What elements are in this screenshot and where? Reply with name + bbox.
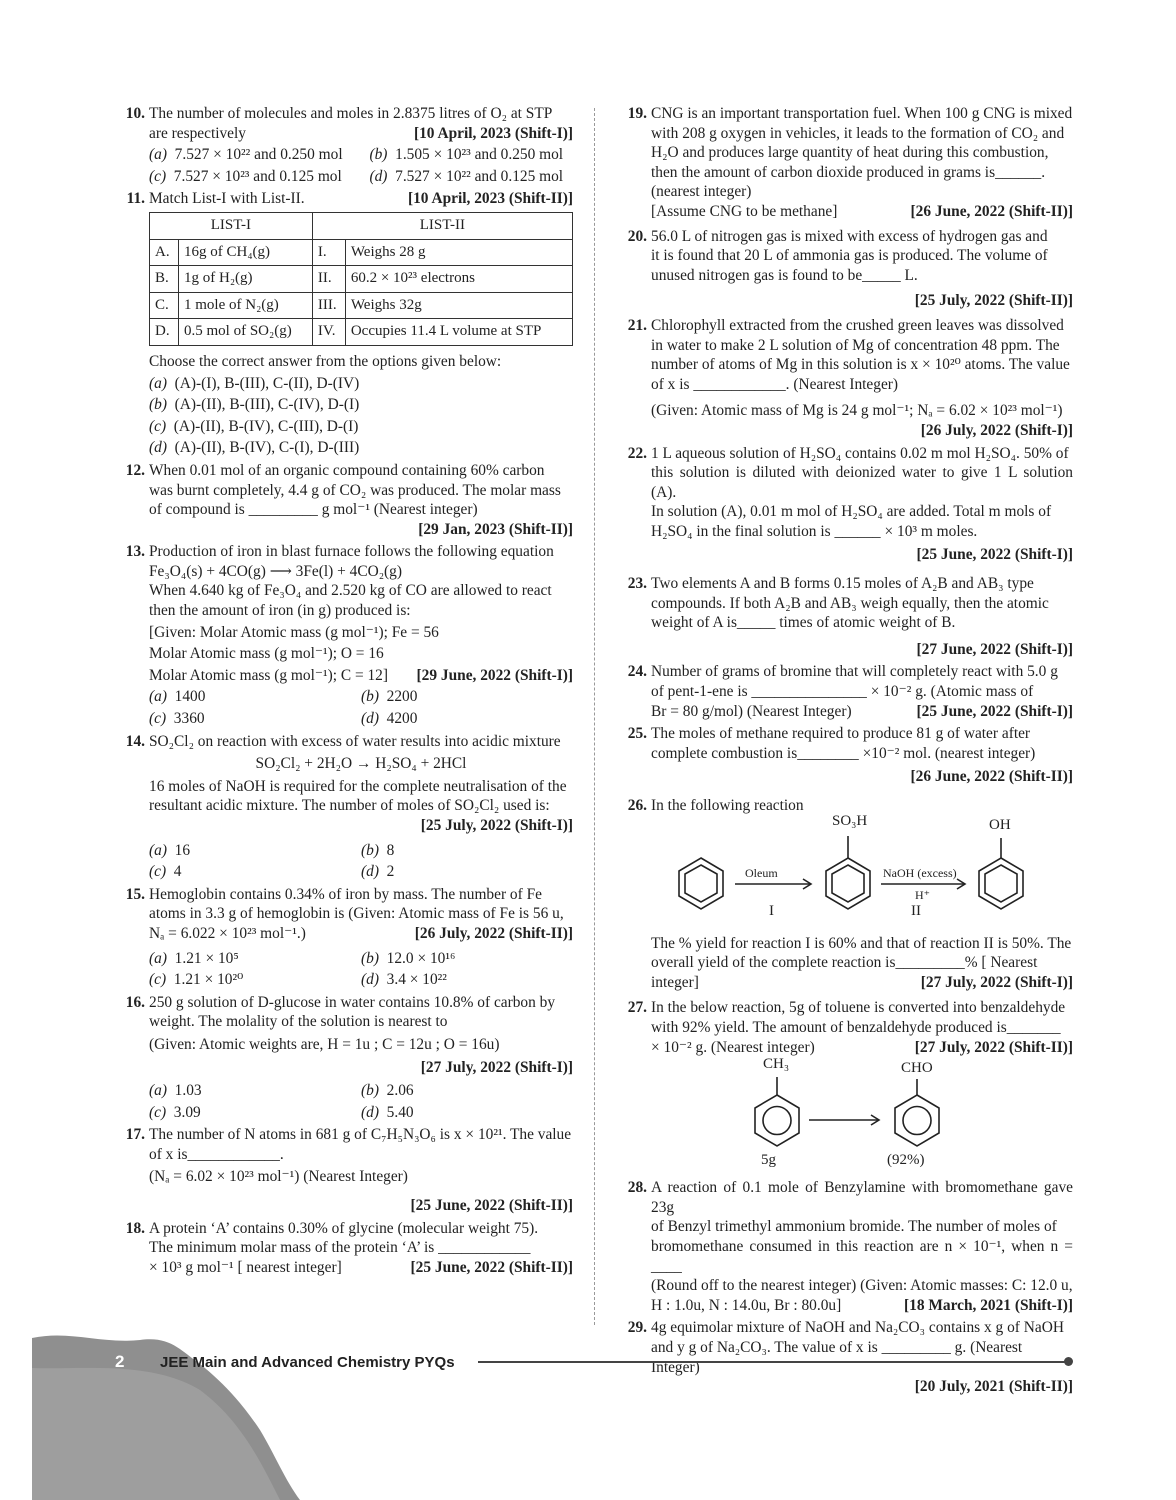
question-number: 11. <box>126 190 145 208</box>
table-row: C. 1 mole of N₂(g) III. Weighs 32g <box>150 292 573 319</box>
option-c: (c) 3.09 <box>149 1103 201 1121</box>
exam-tag: [10 April, 2023 (Shift-I)] <box>413 124 573 142</box>
question-number: 10. <box>125 105 145 122</box>
question-number: 29. <box>627 1319 647 1337</box>
exam-tag: [25 June, 2022 (Shift-I)] <box>916 546 1073 564</box>
option-b: (b) (A)-(II), B-(III), C-(IV), D-(I) <box>149 396 360 414</box>
option-b: (b) 2.06 <box>361 1082 414 1100</box>
question-11 <box>115 189 573 458</box>
question-18: 18. A protein ‘A’ contains 0.30% of glycine (molecular weight 75). The minimum molar mass of the protein ‘A’ is ____________ × 10³ g mol⁻¹ [ nearest integer] [25 June, 2022 (Shift-II)] <box>115 1219 573 1278</box>
question-number: 24. <box>627 663 647 681</box>
exam-tag: [25 July, 2022 (Shift-I)] <box>420 817 573 834</box>
yield-label: (92%) <box>887 1152 925 1169</box>
option-b: (b) 12.0 × 10¹⁶ <box>361 949 456 967</box>
exam-tag: [26 June, 2022 (Shift-II)] <box>910 768 1073 786</box>
substituent-label: CH₃ <box>763 1056 790 1073</box>
option-d: (d) (A)-(II), B-(IV), C-(I), D-(III) <box>149 439 360 457</box>
equation: SO₂Cl₂ + 2H₂O → H₂SO₄ + 2HCl <box>255 755 467 773</box>
toluene-ring <box>755 1095 799 1146</box>
step-label: I <box>769 902 774 919</box>
question-number: 12. <box>125 461 145 479</box>
right-column <box>617 104 1073 1400</box>
exam-tag: [29 June, 2022 (Shift-I)] <box>416 666 573 684</box>
table-header: LIST-II <box>312 212 572 239</box>
option-b: (b) 1.505 × 10²³ and 0.250 mol <box>369 146 564 164</box>
question-number: 23. <box>627 575 647 593</box>
option-b: (b) 8 <box>361 841 395 859</box>
left-column <box>115 104 573 1280</box>
question-21: 21. Chlorophyll extracted from the crushed green leaves was dissolved in water to make 2 L solution of Mg of concentration 48 ppm. The number of atoms of Mg in this solution is x × 10²⁰ atoms. The value of x is ____________. (Nearest Integer) (Given: Atomic mass of Mg is 24 g mol⁻¹; Nₐ = 6.02 × 10²³ mol⁻¹) [26 July, 2022 (Shift-I)] <box>617 316 1073 441</box>
option-c: (c) 1.21 × 10²⁰ <box>149 971 244 989</box>
question-text: The number of molecules and moles in 2.8375 litres of O₂ at STP <box>149 105 553 122</box>
table-header: LIST-I <box>150 212 313 239</box>
exam-tag: [25 June, 2022 (Shift-II)] <box>410 1197 573 1215</box>
benzaldehyde-ring <box>895 1095 939 1146</box>
exam-tag: [27 July, 2022 (Shift-I)] <box>920 973 1073 991</box>
question-number: 15. <box>125 885 145 903</box>
option-d: (d) 2 <box>361 863 395 881</box>
exam-tag: [25 June, 2022 (Shift-I)] <box>916 702 1073 720</box>
question-20: 20. 56.0 L of nitrogen gas is mixed with excess of hydrogen gas and it is found that 20 L of ammonia gas is produced. The volume of unused nitrogen gas is found to be_____ L. [25 July, 2022 (Shift-II)] <box>617 227 1073 311</box>
option-b: (b) 2200 <box>361 688 418 706</box>
option-d: (d) 4200 <box>361 710 418 728</box>
reagent-label: NaOH (excess) <box>883 865 957 880</box>
option-a: (a) 16 <box>149 841 191 859</box>
exam-tag: [27 July, 2022 (Shift-I)] <box>420 1058 573 1076</box>
question-number: 28. <box>627 1179 647 1197</box>
question-number: 21. <box>627 316 647 334</box>
question-19: 19. CNG is an important transportation fuel. When 100 g CNG is mixed with 208 g oxygen in vehicles, it leads to the formation of CO₂ and H₂O and produces large quantity of heat during this combustion, then the amount of carbon dioxide produced in grams is______. (nearest integer) [Assume CNG to be methane] [26 June, 2022 (Shift-II)] <box>617 104 1073 222</box>
exam-tag: [27 June, 2022 (Shift-I)] <box>916 640 1073 658</box>
table-row: B. 1g of H₂(g) II. 60.2 × 10²³ electrons <box>150 266 573 293</box>
question-28: 28. A reaction of 0.1 mole of Benzylamine with bromomethane gave 23g of Benzyl trimethyl ammonium bromide. The number of moles of bromomethane consumed in this reaction are n × 10⁻¹, when n = ____ (Round off to the nearest integer) (Given: Atomic masses: C: 12.0 u, H : 1.0u, N : 14.0u, Br : 80.0u] [18 March, 2021 (Shift-I)] <box>617 1178 1073 1315</box>
substituent-label: CHO <box>901 1060 933 1077</box>
question-number: 17. <box>125 1126 145 1144</box>
option-c: (c) 7.527 × 10²³ and 0.125 mol <box>149 167 342 185</box>
reaction-diagram <box>651 1057 1071 1175</box>
question-text: are respectively <box>149 124 246 142</box>
question-number: 19. <box>627 105 647 122</box>
question-number: 13. <box>125 543 145 561</box>
column-divider <box>594 108 595 1325</box>
question-22: 22. 1 L aqueous solution of H₂SO₄ contains 0.02 m mol H₂SO₄. 50% of this solution is diluted with deionized water to give 1 L solution (A). In solution (A), 0.01 m mol of H₂SO₄ are added. Total m mols of H₂SO₄ in the final solution is ______ × 10³ m moles. [25 June, 2022 (Shift-I)] <box>617 444 1073 566</box>
option-c: (c) 3360 <box>149 710 205 728</box>
question-27: 27. In the below reaction, 5g of toluene is converted into benzaldehyde with 92% yield. The amount of benzaldehyde produced is_______ × 10⁻² g. (Nearest integer) [27 July, 2022 (Shift-II)] CH₃ CHO 5g (92%) <box>617 998 1073 1175</box>
exam-tag: [29 Jan, 2023 (Shift-II)] <box>418 520 573 538</box>
option-c: (c) 4 <box>149 863 182 881</box>
exam-tag: [18 March, 2021 (Shift-I)] <box>904 1296 1073 1314</box>
book-title: JEE Main and Advanced Chemistry PYQs <box>160 1354 455 1371</box>
option-a: (a) (A)-(I), B-(III), C-(II), D-(IV) <box>149 374 360 392</box>
question-26: 26. In the following reaction SO₃H OH Oleum NaOH (excess) H⁺ I II The % yield for reaction I is 60% and that of reaction II is 50%. The overall yield of the complete reaction is_________% [ Nearest integer] [27 July, 2022 (Shift-I)] <box>617 796 1073 992</box>
question-number: 25. <box>627 725 647 743</box>
exam-tag: [27 July, 2022 (Shift-II)] <box>914 1038 1073 1056</box>
footer-rule <box>478 1361 1068 1363</box>
question-number: 26. <box>627 797 647 814</box>
question-15: 15. Hemoglobin contains 0.34% of iron by mass. The number of Fe atoms in 3.3 g of hemoglobin is (Given: Atomic mass of Fe is 56 u, Nₐ = 6.022 × 10²³ mol⁻¹.) [26 July, 2022 (Shift-II)] (a) 1.21 × 10⁵ (b) 12.0 × 10¹⁶ (c) 1.21 × 10²⁰ (d) 3.4 × 10²² <box>115 885 573 990</box>
yield-label: 5g <box>761 1152 776 1169</box>
reaction-scheme <box>651 812 1073 934</box>
question-number: 16. <box>125 993 145 1011</box>
option-c: (c) (A)-(II), B-(IV), C-(III), D-(I) <box>149 417 359 435</box>
question-number: 18. <box>125 1219 145 1237</box>
substituent-label: SO₃H <box>832 812 868 829</box>
option-d: (d) 3.4 × 10²² <box>361 971 447 989</box>
exam-tag: [20 July, 2021 (Shift-II)] <box>914 1378 1073 1396</box>
option-a: (a) 1400 <box>149 688 206 706</box>
reaction-scheme <box>651 1057 1073 1175</box>
exam-tag: [25 July, 2022 (Shift-II)] <box>914 292 1073 310</box>
reagent-label: H⁺ <box>915 887 930 902</box>
match-table <box>149 212 573 346</box>
question-23: 23. Two elements A and B forms 0.15 moles of A₂B and AB₃ type compounds. If both A₂B and AB₃ weigh equally, then the atomic weight of A is_____ times of atomic weight of B. [27 June, 2022 (Shift-I)] <box>617 574 1073 659</box>
question-number: 22. <box>627 444 647 462</box>
question-text: Choose the correct answer from the options given below: <box>149 352 502 370</box>
option-a: (a) 1.03 <box>149 1082 202 1100</box>
reagent-label: Oleum <box>745 865 778 880</box>
exam-tag: [26 June, 2022 (Shift-II)] <box>910 202 1073 220</box>
footer-dot <box>1064 1357 1073 1366</box>
question-number: 14. <box>125 732 145 750</box>
question-number: 20. <box>627 227 647 245</box>
table-row: D. 0.5 mol of SO₂(g) IV. Occupies 11.4 L volume at STP <box>150 319 573 346</box>
question-14: 14. SO₂Cl₂ on reaction with excess of water results into acidic mixture SO₂Cl₂ + 2H₂O → H₂SO₄ + 2HCl 16 moles of NaOH is required for the complete neutralisation of the resultant acidic mixture. The number of moles of SO₂Cl₂ used is: [25 July, 2022 (Shift-I)] (a) 16 (b) 8 (c) 4 (d) 2 <box>115 732 573 882</box>
option-d: (d) 7.527 × 10²² and 0.125 mol <box>369 167 564 185</box>
exam-tag: [10 April, 2023 (Shift-II)] <box>407 190 573 208</box>
exam-tag: [25 June, 2022 (Shift-II)] <box>410 1258 573 1276</box>
exam-tag: [26 July, 2022 (Shift-II)] <box>414 924 573 942</box>
option-d: (d) 5.40 <box>361 1103 414 1121</box>
question-25: 25. The moles of methane required to produce 81 g of water after complete combustion is________ ×10⁻² mol. (nearest integer) [26 June, 2022 (Shift-II)] <box>617 724 1073 787</box>
option-a: (a) 7.527 × 10²² and 0.250 mol <box>149 146 343 164</box>
equation: Fe₃O₄(s) + 4CO(g) ⟶ 3Fe(l) + 4CO₂(g) <box>149 562 403 580</box>
exam-tag: [26 July, 2022 (Shift-I)] <box>920 421 1073 439</box>
question-16: 16. 250 g solution of D-glucose in water contains 10.8% of carbon by weight. The molality of the solution is nearest to (Given: Atomic weights are, H = 1u ; C = 12u ; O = 16u) [27 July, 2022 (Shift-I)] (a) 1.03 (b) 2.06 (c) 3.09 (d) 5.40 <box>115 993 573 1123</box>
question-10 <box>115 104 573 186</box>
question-17: 17. The number of N atoms in 681 g of C₇H₅N₃O₆ is x × 10²¹. The value of x is____________. (Nₐ = 6.02 × 10²³ mol⁻¹) (Nearest Integer) [25 June, 2022 (Shift-II)] <box>115 1125 573 1215</box>
question-number: 27. <box>627 999 647 1017</box>
question-text: Match List-I with List-II. <box>149 190 305 208</box>
question-12: 12. When 0.01 mol of an organic compound containing 60% carbon was burnt completely, 4.4 g of CO₂ was produced. The molar mass of compound is _________ g mol⁻¹ (Nearest integer) [29 Jan, 2023 (Shift-II)] <box>115 461 573 539</box>
step-label: II <box>911 902 921 919</box>
page-number: 2 <box>115 1352 125 1371</box>
table-row: A. 16g of CH₄(g) I. Weighs 28 g <box>150 239 573 266</box>
question-24: 24. Number of grams of bromine that will completely react with 5.0 g of pent-1-ene is _______________ × 10⁻² g. (Atomic mass of Br = 80 g/mol) (Nearest Integer) [25 June, 2022 (Shift-I)] <box>617 662 1073 721</box>
question-29: 29. 4g equimolar mixture of NaOH and Na₂CO₃ contains x g of NaOH and y g of Na₂CO₃. The value of x is _________ g. (Nearest Integer) [20 July, 2021 (Shift-II)] <box>617 1318 1073 1396</box>
question-13: 13. Production of iron in blast furnace follows the following equation Fe₃O₄(s) + 4CO(g) ⟶ 3Fe(l) + 4CO₂(g) When 4.640 kg of Fe₃O₄ and 2.520 kg of CO are allowed to react then the amount of iron (in g) produced is: [Given: Molar Atomic mass (g mol⁻¹); Fe = 56 Molar Atomic mass (g mol⁻¹); O = 16 Molar Atomic mass (g mol⁻¹); C = 12] [29 June, 2022 (Shift-I)] (a) 1400 (b) 2200 (c) 3360 (d) 4200 <box>115 542 573 728</box>
substituent-label: OH <box>989 816 1011 833</box>
option-a: (a) 1.21 × 10⁵ <box>149 949 239 967</box>
